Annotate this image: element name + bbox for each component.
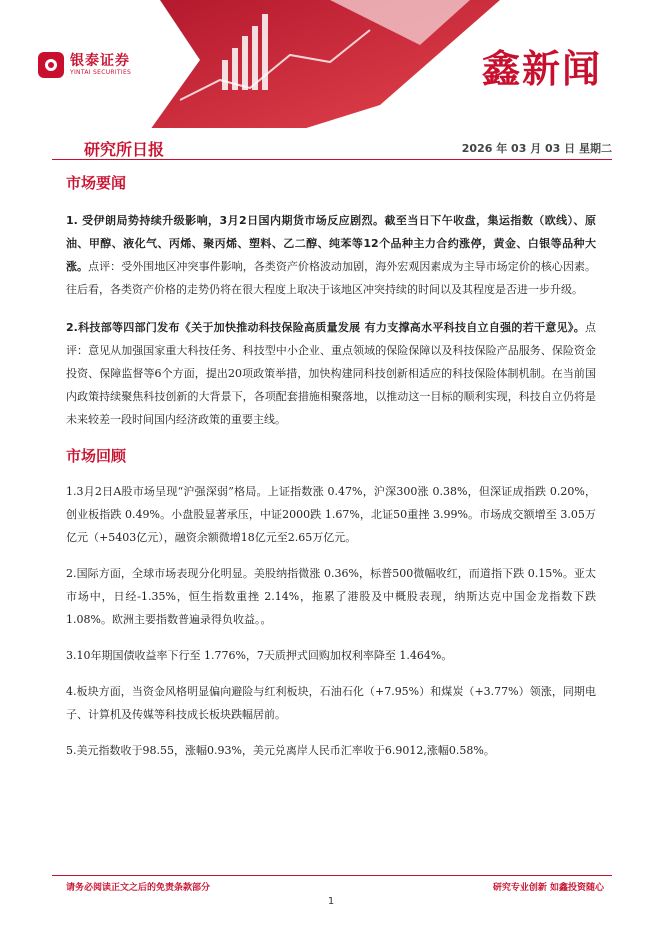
report-subheader [0,130,662,160]
publication-title: 鑫新闻 [481,47,602,91]
report-name: 研究所日报 [84,140,165,159]
news-comment: 点评：意见从加强国家重大科技任务、科技型中小企业、重点领域的保险保障以及科技保险产品服务、保险资金投资、保障监督等6个方面，提出20项政策举措，加快构建同科技创新相适应的科技保险体制机制。在当前国内政策持续聚焦科技创新的大背景下，各项配套措施相聚落地，以推动这一目标的顺利实现，科技自立仍将是未来较差一段时间国内经济政策的重要主线。 [66,321,596,426]
news-comment: 点评：受外围地区冲突事件影响，各类资产价格波动加剧，海外宏观因素成为主导市场定价的核心因素。往后看，各类资产价格的走势仍将在很大程度上取决于该地区冲突持续的时间以及其程度是否进一步升级。 [66,260,597,296]
header-divider [52,159,612,160]
review-item: 3.10年期国债收益率下行至 1.776%，7天质押式回购加权利率降至 1.464%。 [66,649,453,662]
news-item [66,316,596,431]
section-title-market-news: 市场要闻 [66,174,127,192]
footer-divider [52,875,612,876]
header-banner [0,0,662,130]
news-item [66,209,596,301]
section-title-market-review: 市场回顾 [66,447,127,465]
news-headline: 2.科技部等四部门发布《关于加快推动科技保险高质量发展 有力支撑高水平科技自立自强的若干意见》。 [66,321,585,334]
page-number: 1 [327,896,335,907]
footer-slogan: 研究专业创新 如鑫投资随心 [492,883,604,893]
logo-name-en: YINTAI SECURITIES [70,69,132,76]
logo-name-cn: 银泰证券 [70,53,130,69]
disclaimer-note: 请务必阅读正文之后的免责条款部分 [66,883,211,893]
review-item: 1.3月2日A股市场呈现“沪强深弱”格局。上证指数涨 0.47%，沪深300涨 0.38%，但深证成指跌 0.20%，创业板指跌 0.49%。小盘股显著承压，中证2000跌 1.67%，北证50重挫 3.99%。市场成交额增至 3.05万亿元（+5403亿元），融资余额微增18亿元至2.65万亿元。 [66,485,596,544]
review-item: 4.板块方面，当资金风格明显偏向避险与红利板块，石油石化（+7.95%）和煤炭（+3.77%）领涨，同期电子、计算机及传媒等科技成长板块跌幅居前。 [66,685,596,721]
review-item: 2.国际方面，全球市场表现分化明显。美股纳指微涨 0.36%，标普500微幅收红，而道指下跌 0.15%。亚太市场中，日经-1.35%，恒生指数重挫 2.14%，拖累了港股及中概股表现，纳斯达克中国金龙指数下跌 1.08%。欧洲主要指数普遍录得负收益。。 [66,567,596,626]
company-logo [38,52,131,78]
news-headline: 1. 受伊朗局势持续升级影响，3月2日国内期货市场反应剧烈。截至当日下午收盘，集运指数（欧线）、原油、甲醇、液化气、丙烯、聚丙烯、塑料、乙二醇、纯苯等12个品种主力合约涨停，黄金、白银等品种大涨。 [66,214,596,273]
review-item: 5.美元指数收于98.55，涨幅0.93%，美元兑离岸人民币汇率收于6.9012,涨幅0.58%。 [66,744,495,757]
report-body [66,172,596,762]
logo-icon [38,52,64,78]
report-date: 2026 年 03 月 03 日 星期二 [461,142,612,155]
